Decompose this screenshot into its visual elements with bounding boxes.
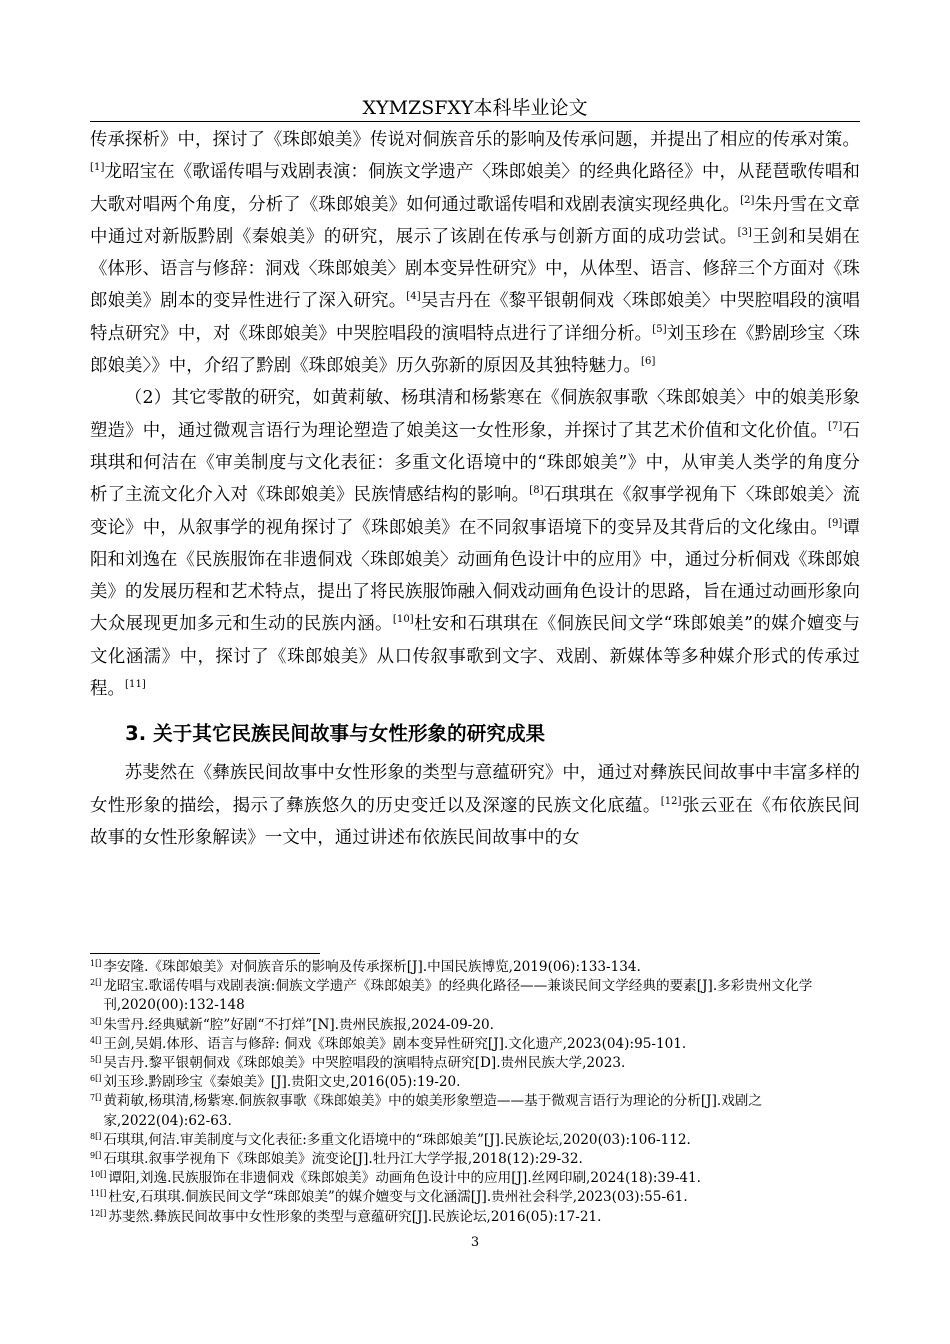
footnote-mark: 2[] xyxy=(90,978,102,988)
body-paragraph-2 xyxy=(90,382,860,705)
footnote-11 xyxy=(90,1188,860,1207)
footnote-text: 石琪琪.叙事学视角下《珠郎娘美》流变论[J].牡丹江大学学报,2018(12):29-32. xyxy=(103,1151,583,1168)
body-paragraph-1 xyxy=(90,124,860,382)
footnote-mark: 11[] xyxy=(90,1189,107,1199)
footnote-rule xyxy=(90,953,320,954)
citation-marker: [10] xyxy=(392,614,414,626)
para1-seg-8: 吴吉丹在《黎平银朝侗戏〈珠郎娘美〉中哭腔唱段的演唱特点研究》中，对《珠郎娘美》中哭腔唱段的演唱特点进行了详细分析。 xyxy=(90,291,860,344)
footnote-1 xyxy=(90,958,860,977)
header-rule xyxy=(90,121,860,122)
footnote-text: 朱雪丹.经典赋新“腔”好剧“不打烊”[N].贵州民族报,2024-09-20. xyxy=(103,1016,494,1033)
footnote-12 xyxy=(90,1208,860,1227)
footnote-mark: 8[] xyxy=(90,1131,102,1141)
footnote-text: 刘玉珍.黔剧珍宝《秦娘美》[J].贵阳文史,2016(05):19-20. xyxy=(103,1074,461,1091)
citation-marker: [6] xyxy=(641,356,656,368)
para3-seg-0: 苏斐然在《彝族民间故事中女性形象的类型与意蕴研究》中，通过对彝族民间故事中丰富多样的女性形象的描绘，揭示了彝族悠久的历史变迁以及深邃的民族文化底蕴。 xyxy=(90,763,860,816)
footnote-9 xyxy=(90,1150,860,1169)
body-paragraph-3 xyxy=(90,757,860,854)
footnote-mark: 9[] xyxy=(90,1151,102,1161)
footnote-mark: 7[] xyxy=(90,1093,102,1103)
citation-marker: [11] xyxy=(124,679,146,691)
para1-seg-10: 刘玉珍在《黔剧珍宝〈珠郎娘美〉》中，介绍了黔剧《珠郎娘美》历久弥新的原因及其独特魅力。 xyxy=(90,323,860,377)
para2-seg-8: 杜安和石琪琪在《侗族民间文学“珠郎娘美”的媒介嬗变与文化涵濡》中，探讨了《珠郎娘美》从口传叙事歌到文字、戏剧、新媒体等多种媒介形式的传承过程。 xyxy=(90,614,860,700)
section-heading: 3. 关于其它民族民间故事与女性形象的研究成果 xyxy=(125,722,546,746)
para2-seg-6: 谭阳和刘逸在《民族服饰在非遗侗戏〈珠郎娘美〉动画角色设计中的应用》中，通过分析侗戏《珠郎娘美》的发展历程和艺术特点，提出了将民族服饰融入侗戏动画角色设计的思路，旨在通过动画形象向大众展现更加多元和生动的民族内涵。 xyxy=(90,517,860,635)
footnote-text: 龙昭宝.歌谣传唱与戏剧表演:侗族文学遗产《珠郎娘美》的经典化路径——兼谈民间文学经典的要素[J].多彩贵州文化学刊,2020(00):132-148 xyxy=(103,978,813,1014)
main-body xyxy=(90,124,860,854)
footnote-text: 黄莉敏,杨琪清,杨紫寒.侗族叙事歌《珠郎娘美》中的娘美形象塑造——基于微观言语行为理论的分析[J].戏剧之家,2022(04):62-63. xyxy=(103,1093,762,1129)
citation-marker: [9] xyxy=(827,517,843,529)
footnote-mark: 5[] xyxy=(90,1055,102,1065)
footnote-text: 苏斐然.彝族民间故事中女性形象的类型与意蕴研究[J].民族论坛,2016(05):17-21. xyxy=(108,1208,602,1225)
footnote-text: 谭阳,刘逸.民族服饰在非遗侗戏《珠郎娘美》动画角色设计中的应用[J].丝网印刷,2024(18):39-41. xyxy=(108,1170,701,1187)
citation-marker: [3] xyxy=(737,227,753,239)
para1-seg-2: 龙昭宝在《歌谣传唱与戏剧表演：侗族文学遗产〈珠郎娘美〉的经典化路径》中，从琵琶歌传唱和大歌对唱两个角度，分析了《珠郎娘美》如何通过歌谣传唱和戏剧表演实现经典化。 xyxy=(90,162,860,215)
citation-marker: [2] xyxy=(740,194,755,206)
citation-marker: [4] xyxy=(406,291,421,303)
footnote-5 xyxy=(90,1054,860,1073)
footnote-10 xyxy=(90,1169,860,1188)
citation-marker: [7] xyxy=(827,420,843,432)
footnote-mark: 1[] xyxy=(90,959,102,968)
para2-seg-2: 石琪琪和何洁在《审美制度与文化表征：多重文化语境中的“珠郎娘美”》中，从审美人类学的角度分析了主流文化介入对《珠郎娘美》民族情感结构的影响。 xyxy=(90,420,860,506)
citation-marker: [5] xyxy=(652,323,667,335)
footnote-mark: 4[] xyxy=(90,1035,102,1045)
citation-marker: [12] xyxy=(660,795,682,807)
footnote-text: 王剑,吴娟.体形、语言与修辞: 侗戏《珠郎娘美》剧本变异性研究[J].文化遗产,2023(04):95-101. xyxy=(103,1035,687,1052)
footnote-3 xyxy=(90,1016,860,1035)
para2-seg-0: （2）其它零散的研究，如黄莉敏、杨琪清和杨紫寒在《侗族叙事歌〈珠郎娘美〉中的娘美形象塑造》中，通过微观言语行为理论塑造了娘美这一女性形象，并探讨了其艺术价值和文化价值。 xyxy=(90,388,860,441)
para3-seg-2: 张云亚在《布依族民间故事的女性形象解读》一文中，通过讲述布依族民间故事中的女 xyxy=(90,795,860,848)
para1-seg-4: 朱丹雪在文章中通过对新版黔剧《秦娘美》的研究，展示了该剧在传承与创新方面的成功尝试。 xyxy=(90,194,860,247)
footnote-text: 李安隆.《珠郎娘美》对侗族音乐的影响及传承探析[J].中国民族博览,2019(06):133-134. xyxy=(103,959,641,975)
citation-marker: [8] xyxy=(529,485,544,497)
footnote-7 xyxy=(90,1092,860,1130)
footnote-4 xyxy=(90,1035,860,1054)
footnote-mark: 6[] xyxy=(90,1074,102,1084)
para1-seg-6: 王剑和吴娟在《体形、语言与修辞：洞戏〈珠郎娘美〉剧本变异性研究》中，从体型、语言、修辞三个方面对《珠郎娘美》剧本的变异性进行了深入研究。 xyxy=(90,226,860,312)
footnotes xyxy=(90,958,860,1227)
footnote-mark: 3[] xyxy=(90,1016,102,1026)
citation-marker: [1] xyxy=(90,162,105,174)
page-header-title: XYMZSFXY本科毕业论文 xyxy=(362,97,588,119)
footnote-6 xyxy=(90,1073,860,1092)
footnote-mark: 10[] xyxy=(90,1170,107,1180)
para2-seg-4: 石琪琪在《叙事学视角下〈珠郎娘美〉流变论》中，从叙事学的视角探讨了《珠郎娘美》在不同叙事语境下的变异及其背后的文化缘由。 xyxy=(90,485,860,538)
footnote-text: 石琪琪,何洁.审美制度与文化表征:多重文化语境中的“珠郎娘美”[J].民族论坛,2020(03):106-112. xyxy=(103,1131,691,1148)
para1-seg-0: 传承探析》中，探讨了《珠郎娘美》传说对侗族音乐的影响及传承问题，并提出了相应的传承对策。 xyxy=(90,130,860,150)
footnote-text: 杜安,石琪琪.侗族民间文学“珠郎娘美”的媒介嬗变与文化涵濡[J].贵州社会科学,2023(03):55-61. xyxy=(108,1189,688,1206)
footnote-2 xyxy=(90,977,860,1015)
page-number: 3 xyxy=(470,1235,480,1250)
footnote-text: 吴吉丹.黎平银朝侗戏《珠郎娘美》中哭腔唱段的演唱特点研究[D].贵州民族大学,2023. xyxy=(103,1055,626,1072)
footnote-mark: 12[] xyxy=(90,1208,107,1218)
footnote-8 xyxy=(90,1131,860,1150)
